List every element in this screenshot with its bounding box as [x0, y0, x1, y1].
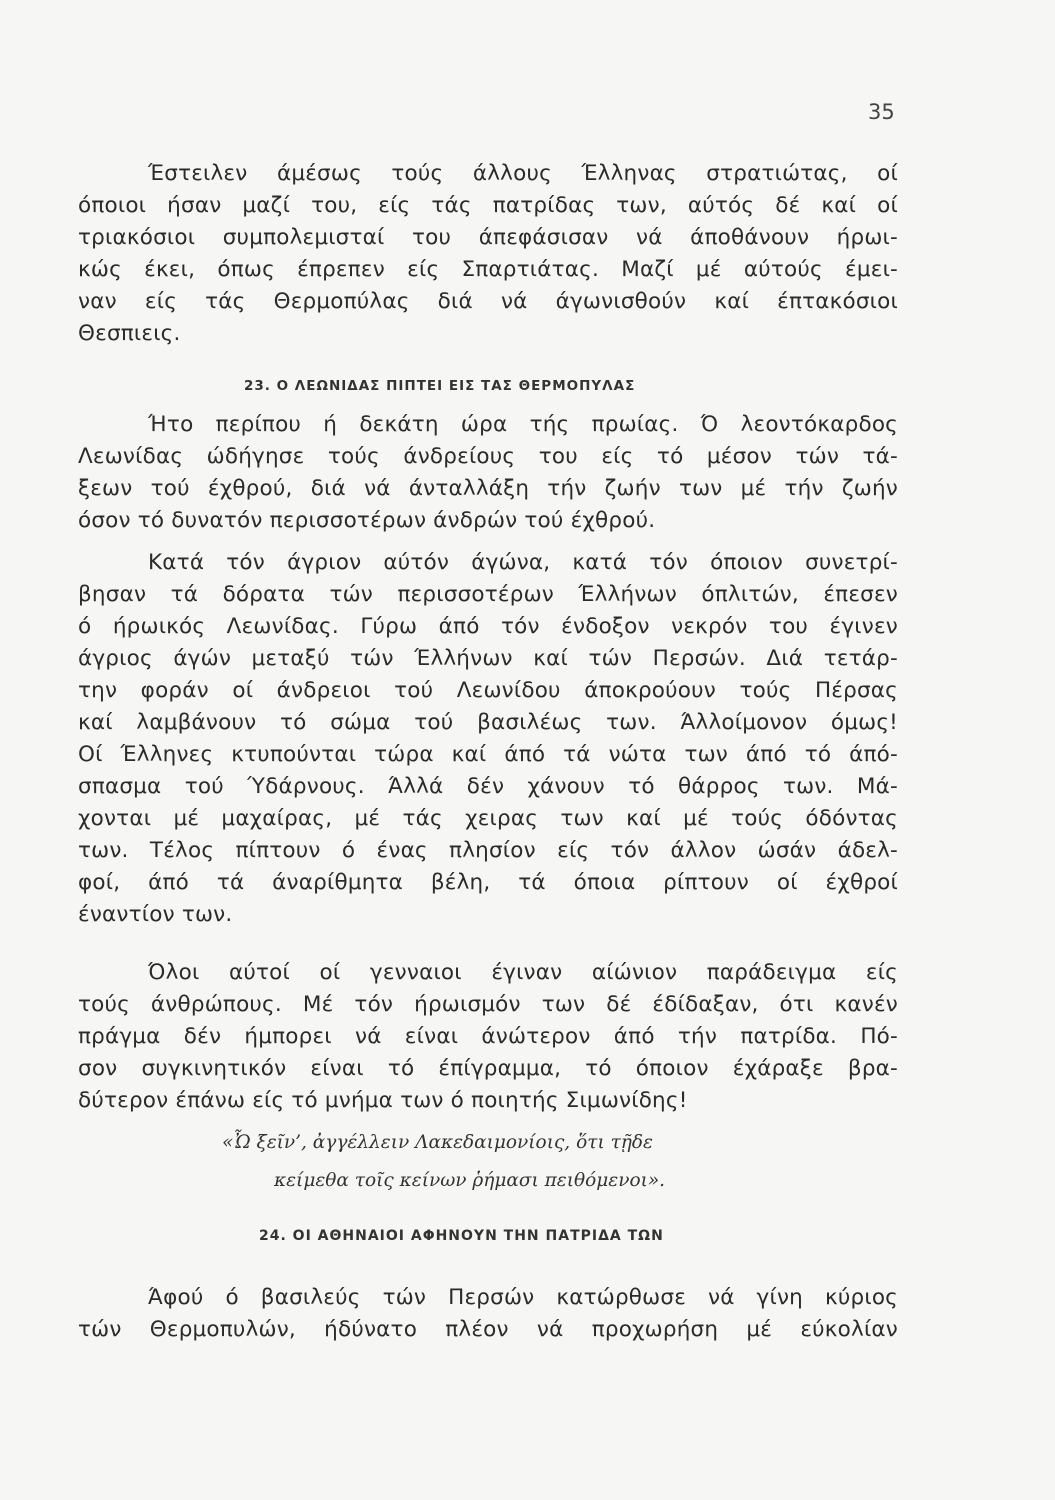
text-line: τριακόσιοι συμπολεμισταί του άπεφάσισαν νά άποθάνουν ήρωι-: [78, 225, 898, 250]
text-line: Όλοι αύτοί οί γενναιοι έγιναν αίώνιον παράδειγμα είς: [148, 960, 898, 985]
text-line: φοί, άπό τά άναρίθμητα βέλη, τά όποια ρίπτουν οί έχθροί: [78, 870, 898, 895]
text-line: την φοράν οί άνδρειοι τού Λεωνίδου άποκρούουν τούς Πέρσας: [78, 678, 898, 703]
text-line: κώς έκει, όπως έπρεπεν είς Σπαρτιάτας. Μαζί μέ αύτούς έμει-: [78, 257, 898, 282]
text-line: ξεων τού έχθρού, διά νά άνταλλάξη τήν ζωήν των μέ τήν ζωήν: [78, 476, 898, 501]
paragraph-5: [78, 1282, 898, 1346]
text-line: Θεσπιεις.: [78, 321, 181, 346]
paragraph-3: [78, 547, 898, 931]
text-line: Κατά τόν άγριον αύτόν άγώνα, κατά τόν όποιον συνετρί-: [148, 550, 898, 575]
epigram-line: κείμεθα τοῖς κείνων ῥήμασι πειθόμενοι».: [274, 1170, 666, 1191]
text-line: έναντίον των.: [78, 902, 233, 927]
text-line: άγριος άγών μεταξύ τών Έλλήνων καί τών Περσών. Διά τετάρ-: [78, 646, 898, 671]
section-heading-24: 24. ΟΙ ΑΘΗΝΑΙΟΙ ΑΦΗΝΟΥΝ ΤΗΝ ΠΑΤΡΙΔΑ ΤΩΝ: [259, 1228, 664, 1244]
text-line: πράγμα δέν ήμπορει νά είναι άνώτερον άπό τήν πατρίδα. Πό-: [78, 1024, 898, 1049]
text-line: όσον τό δυνατόν περισσοτέρων άνδρών τού έχθρού.: [78, 508, 656, 533]
text-line: Λεωνίδας ώδήγησε τούς άνδρείους του είς τό μέσον τών τά-: [78, 444, 898, 469]
text-line: σον συγκινητικόν είναι τό έπίγραμμα, τό όποιον έχάραξε βρα-: [78, 1056, 898, 1081]
text-line: Οί Έλληνες κτυπούνται τώρα καί άπό τά νώτα των άπό τό άπό-: [78, 742, 898, 767]
text-line: καί λαμβάνουν τό σώμα τού βασιλέως των. Άλλοίμονον όμως!: [78, 710, 898, 735]
paragraph-1: [78, 158, 898, 350]
page-number: 35: [868, 100, 895, 124]
text-line: σπασμα τού Ύδάρνους. Άλλά δέν χάνουν τό θάρρος των. Μά-: [78, 774, 898, 799]
paragraph-2: [78, 409, 898, 537]
text-line: όποιοι ήσαν μαζί του, είς τάς πατρίδας των, αύτός δέ καί οί: [78, 193, 898, 218]
text-line: Άφού ό βασιλεύς τών Περσών κατώρθωσε νά γίνη κύριος: [148, 1285, 898, 1310]
text-line: χονται μέ μαχαίρας, μέ τάς χειρας των καί μέ τούς όδόντας: [78, 806, 898, 831]
text-line: βησαν τά δόρατα τών περισσοτέρων Έλλήνων όπλιτών, έπεσεν: [78, 582, 898, 607]
text-line: των. Τέλος πίπτουν ό ένας πλησίον είς τόν άλλον ώσάν άδελ-: [78, 838, 898, 863]
epigram-line: «Ὦ ξεῖν’, ἀγγέλλειν Λακεδαιμονίοις, ὅτι τῇδε: [222, 1132, 653, 1153]
text-line: δύτερον έπάνω είς τό μνήμα των ό ποιητής Σιμωνίδης!: [78, 1088, 688, 1113]
text-line: Ήτο περίπου ή δεκάτη ώρα τής πρωίας. Ό λεοντόκαρδος: [148, 412, 898, 437]
text-line: τούς άνθρώπους. Μέ τόν ήρωισμόν των δέ έδίδαξαν, ότι κανέν: [78, 992, 898, 1017]
text-line: τών Θερμοπυλών, ήδύνατο πλέον νά προχωρήση μέ εύκολίαν: [78, 1317, 898, 1342]
paragraph-4: [78, 957, 898, 1117]
text-line: Έστειλεν άμέσως τούς άλλους Έλληνας στρατιώτας, οί: [148, 161, 898, 186]
text-line: ναν είς τάς Θερμοπύλας διά νά άγωνισθούν καί έπτακόσιοι: [78, 289, 898, 314]
text-line: ό ήρωικός Λεωνίδας. Γύρω άπό τόν ένδοξον νεκρόν του έγινεν: [78, 614, 898, 639]
section-heading-23: 23. Ο ΛΕΩΝΙΔΑΣ ΠΙΠΤΕΙ ΕΙΣ ΤΑΣ ΘΕΡΜΟΠΥΛΑΣ: [244, 378, 636, 394]
